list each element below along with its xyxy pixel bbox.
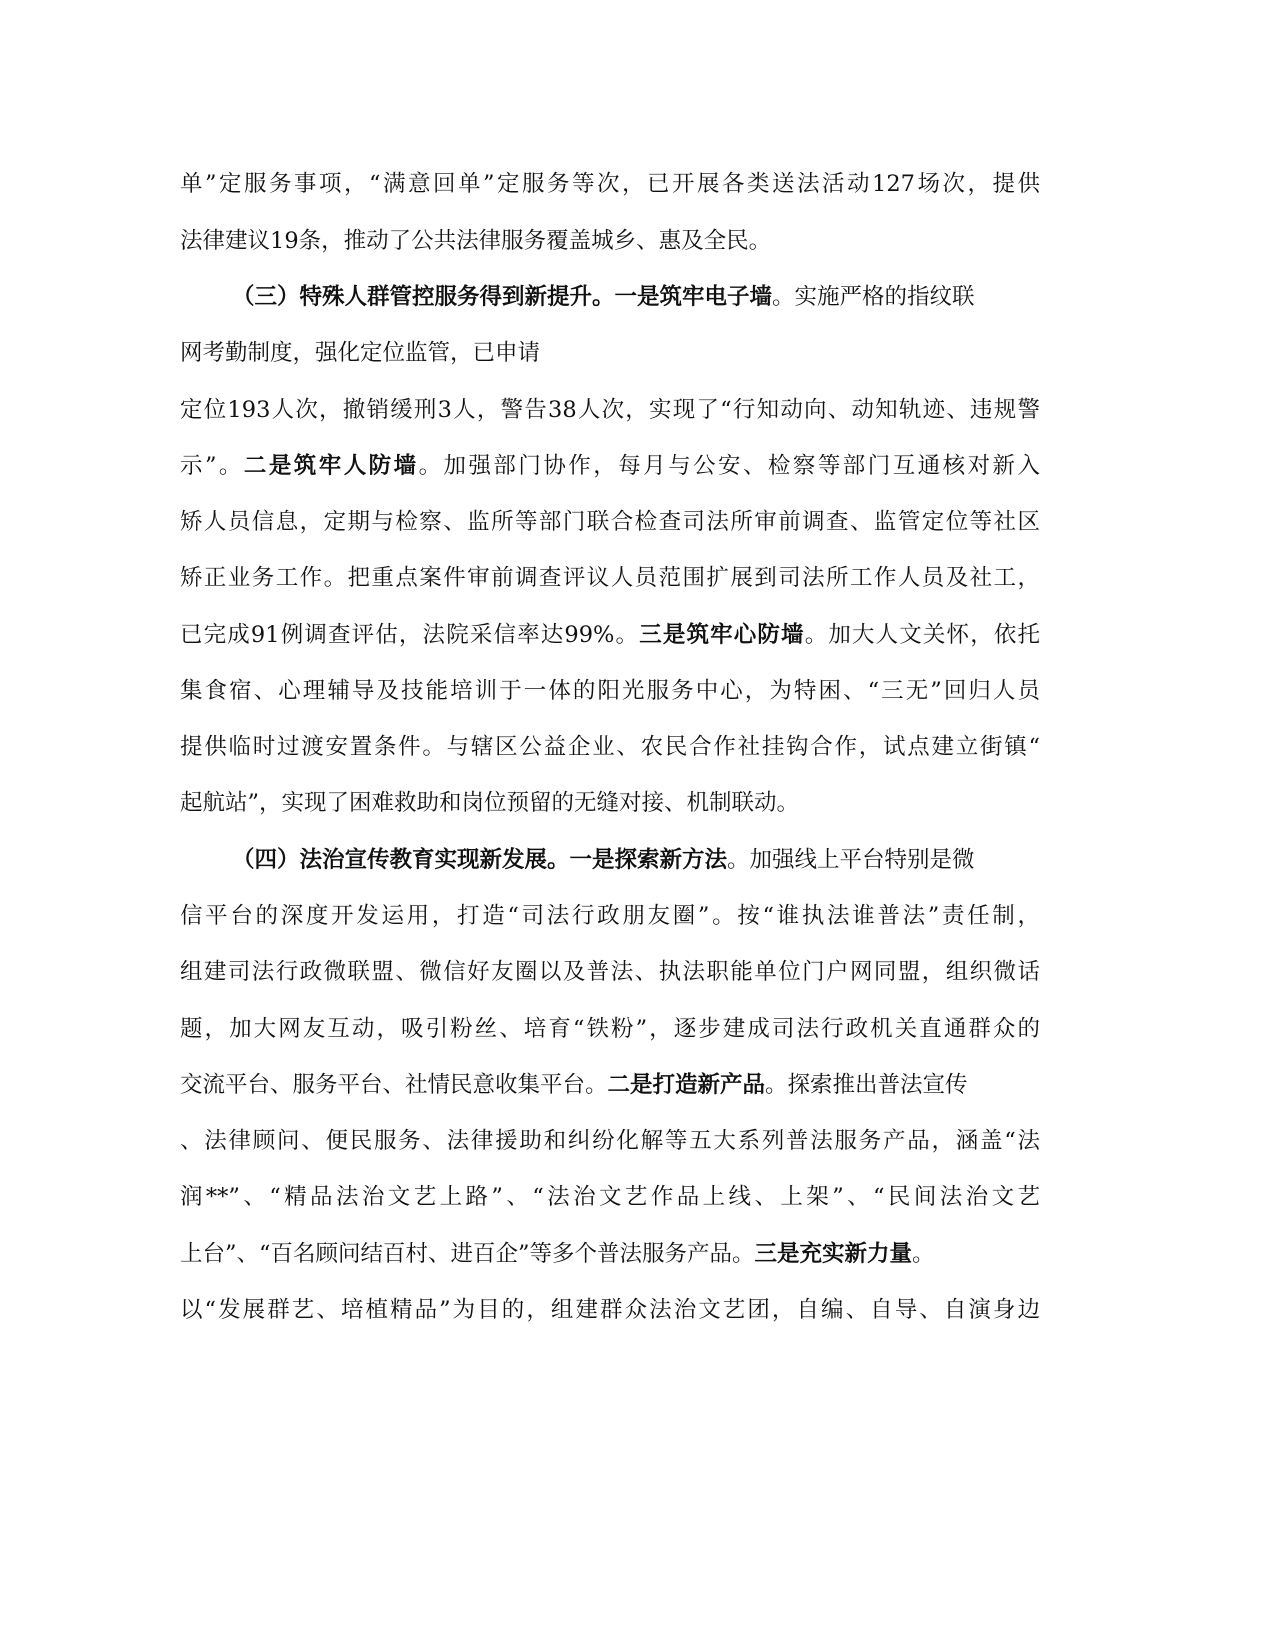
text-run: 集食宿、心理辅导及技能培训于一体的阳光服务中心，为特困、“三无”回归人员 [180,678,1040,704]
bold-text-run: 二是打造新产品 [607,1072,766,1098]
text-run: 起航站”，实现了困难救助和岗位预留的无缝对接、机制联动。 [180,790,800,816]
text-line-13-heading-4 [232,840,1040,880]
text-line-5 [180,390,1040,430]
text-line-12 [180,783,1040,823]
text-run: 单”定服务事项，“满意回单”定服务等次，已开展各类送法活动127场次，提供 [180,171,1040,197]
text-run: 法律建议19条，推动了公共法律服务覆盖城乡、惠及全民。 [180,228,772,254]
text-run: 已完成91例调查评估，法院采信率达99%。 [180,622,640,648]
text-run: 。 [912,1241,935,1267]
text-line-21 [180,1290,1040,1330]
text-run: 、法律顾问、便民服务、法律援助和纠纷化解等五大系列普法服务产品，涵盖“法 [180,1128,1040,1154]
bold-text-run: （四）法治宣传教育实现新发展。 [232,847,570,873]
text-line-18 [180,1121,1040,1161]
text-line-9 [180,615,1040,655]
bold-text-run: 三是充实新力量 [754,1241,913,1267]
text-run: 。实施严格的指纹联 [772,284,975,310]
text-line-3-heading-3 [232,277,1040,317]
text-run: 信平台的深度开发运用，打造“司法行政朋友圈”。按“谁执法谁普法”责任制， [180,903,1040,929]
text-run: 。加强线上平台特别是微 [727,847,975,873]
text-line-19 [180,1177,1040,1217]
text-line-17 [180,1065,1040,1105]
bold-text-run: （三）特殊人群管控服务得到新提升。 [232,284,615,310]
text-line-7 [180,502,1040,542]
text-run: 交流平台、服务平台、社情民意收集平台。 [180,1072,608,1098]
text-run: 矫人员信息，定期与检察、监所等部门联合检查司法所审前调查、监管定位等社区 [180,509,1040,535]
text-run: 组建司法行政微联盟、微信好友圈以及普法、执法职能单位门户网同盟，组织微话 [180,959,1040,985]
bold-text-run: 三是筑牢心防墙 [639,622,805,648]
text-run: 上台”、“百名顾问结百村、进百企”等多个普法服务产品。 [180,1241,755,1267]
text-line-4 [180,333,1040,373]
text-run: 定位193人次，撤销缓刑3人，警告38人次，实现了“行知动向、动知轨迹、违规警 [180,397,1040,423]
text-run: 提供临时过渡安置条件。与辖区公益企业、农民合作社挂钩合作，试点建立街镇“ [180,734,1040,760]
text-line-11 [180,727,1040,767]
text-line-6 [180,446,1040,486]
text-line-20 [180,1234,1040,1274]
text-line-15 [180,952,1040,992]
text-run: 。加大人文关怀，依托 [804,622,1040,648]
text-line-16 [180,1009,1040,1049]
text-line-2 [180,221,1040,261]
text-line-14 [180,896,1040,936]
text-run: 矫正业务工作。把重点案件审前调查评议人员范围扩展到司法所工作人员及社工， [180,565,1040,591]
text-run: 以“发展群艺、培植精品”为目的，组建群众法治文艺团，自编、自导、自演身边 [180,1297,1040,1323]
text-run: 网考勤制度，强化定位监管，已申请 [180,340,541,366]
bold-text-run: 一是探索新方法 [569,847,728,873]
text-run: 。探索推出普法宣传 [765,1072,968,1098]
text-line-10 [180,671,1040,711]
bold-text-run: 二是筑牢人防墙 [243,453,419,479]
text-run: 示”。 [180,453,244,479]
text-run: 润**”、“精品法治文艺上路”、“法治文艺作品上线、上架”、“民间法治文艺 [180,1184,1040,1210]
text-line-8 [180,558,1040,598]
text-line-1 [180,164,1040,204]
bold-text-run: 一是筑牢电子墙 [614,284,773,310]
text-run: 。加强部门协作，每月与公安、检察等部门互通核对新入 [418,453,1040,479]
text-run: 题，加大网友互动，吸引粉丝、培育“铁粉”，逐步建成司法行政机关直通群众的 [180,1016,1040,1042]
